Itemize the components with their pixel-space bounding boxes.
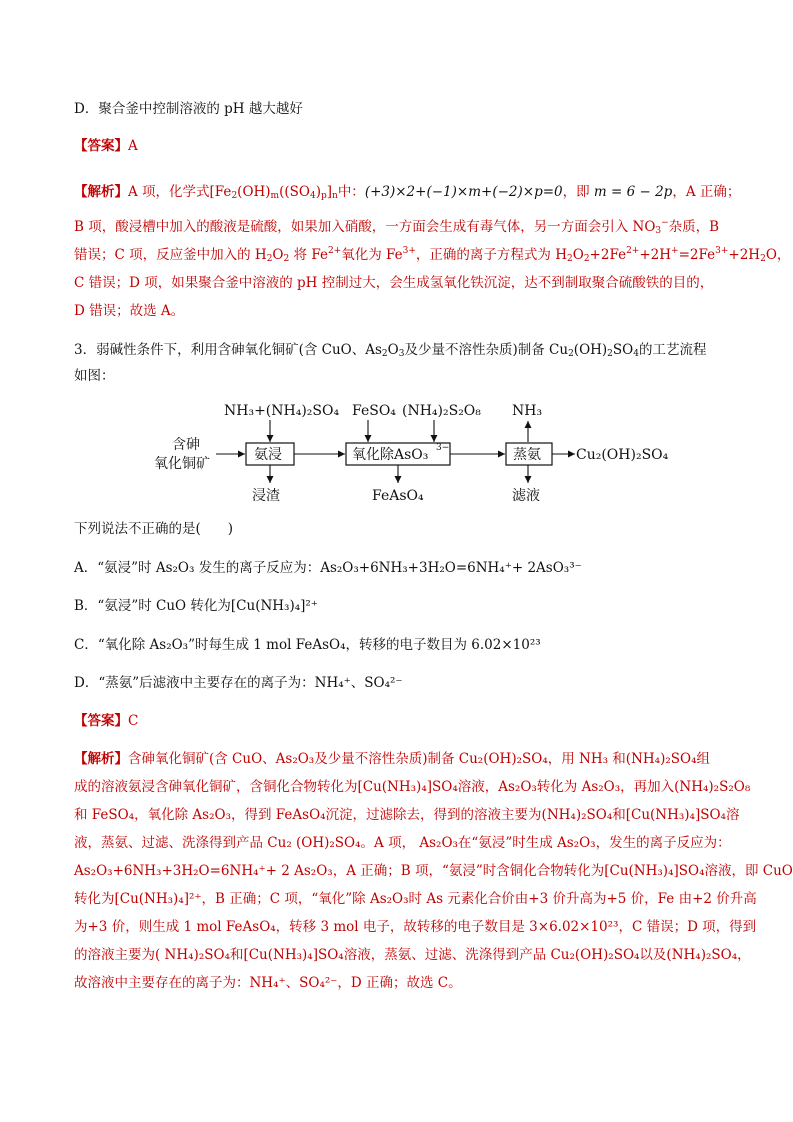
q3-stem-line-2: 如图：	[74, 368, 115, 384]
q3-analysis-line-9: 故溶液中主要存在的离子为：NH₄⁺、SO₄²⁻，D 正确；故选 C。	[74, 975, 462, 991]
analysis-tag: 【解析】	[74, 184, 128, 200]
output-filtrate: 滤液	[512, 488, 540, 504]
q2-analysis-line-2: B 项，酸浸槽中加入的酸液是硫酸，如果加入硝酸，一方面会生成有毒气体，另一方面会引入 $NO_3^-$杂质，B	[74, 218, 720, 236]
output-residue: 浸渣	[252, 488, 280, 504]
q3-analysis-line-3: 和 FeSO₄，氧化除 As₂O₃，得到 FeAsO₄沉淀，过滤除去，得到的溶液主要为(NH₄)₂SO₄和[Cu(NH₃)₄]SO₄溶	[74, 807, 740, 823]
q3-analysis-line-6: 转化为[Cu(NH₃)₄]²⁺，B 正确；C 项，“氧化”除 As₂O₃时 As 元素化合价由+3 价升高为+5 价，Fe 由+2 价升高	[74, 891, 757, 907]
q2-analysis-line-3: 错误；C 项，反应釜中加入的 $H_2O_2$ 将 $Fe^{2+}$氧化为 $Fe^{3+}$，正确的离子方程式为 $H_2O_2+2Fe^{2+}+2H^+=2Fe^{3+}+2H_2O$，	[74, 246, 791, 264]
q2-analysis-line-5: D 错误；故选 A。	[74, 303, 185, 319]
q3-stem-line-1: 3．弱碱性条件下，利用含砷氧化铜矿(含 CuO、$As_2O_3$及少量不溶性杂质)制备 $Cu_2(OH)_2SO_4$的工艺流程	[74, 342, 707, 359]
q3-ask: 下列说法不正确的是( )	[74, 521, 234, 537]
q2-analysis-line-4: C 错误；D 项，如果聚合釜中溶液的 pH 控制过大，会生成氢氧化铁沉淀，达不到制取聚合硫酸铁的目的，	[74, 275, 714, 291]
q3-option-d: D．“蒸氨”后滤液中主要存在的离子为：NH₄⁺、SO₄²⁻	[74, 675, 403, 691]
process-label-oxidation: 氧化除AsO₃	[352, 447, 429, 463]
process-flow-diagram	[150, 394, 670, 512]
input-reagent-2a: FeSO₄	[352, 403, 396, 419]
raw-material-line-2: 氧化铜矿	[154, 456, 210, 472]
q2-option-d: D．聚合釜中控制溶液的 pH 越大越好	[74, 101, 303, 117]
q3-answer	[74, 711, 138, 731]
equation: m = 6 − 2p	[593, 184, 673, 200]
input-reagent-2b: (NH₄)₂S₂O₈	[402, 403, 481, 419]
process-label-oxidation-charge: 3−	[436, 443, 450, 453]
output-gas: NH₃	[512, 403, 543, 419]
q3-analysis-line-1: 【解析】含砷氧化铜矿(含 CuO、As₂O₃及少量不溶性杂质)制备 Cu₂(OH)₂SO₄，用 NH₃ 和(NH₄)₂SO₄组	[74, 751, 710, 767]
q3-option-b: B．“氨浸”时 CuO 转化为[Cu(NH₃)₄]²⁺	[74, 598, 318, 614]
q3-analysis-line-5: As₂O₃+6NH₃+3H₂O=6NH₄⁺+ 2 As₂O₃，A 正确；B 项，“氨浸”时含铜化合物转化为[Cu(NH₃)₄]SO₄溶液，即 CuO	[74, 863, 793, 879]
input-reagent-1: NH₃+(NH₄)₂SO₄	[224, 403, 340, 419]
answer-value: A	[128, 138, 138, 154]
q2-answer	[74, 136, 138, 156]
equation: (+3)×2+(−1)×m+(−2)×p=0	[364, 184, 563, 200]
answer-value: C	[128, 713, 139, 729]
answer-tag: 【答案】	[74, 138, 128, 154]
q3-analysis-line-2: 成的溶液氨浸含砷氧化铜矿，含铜化合物转化为[Cu(NH₃)₄]SO₄溶液，As₂O₃转化为 As₂O₃，再加入(NH₄)₂S₂O₈	[74, 779, 751, 795]
q2-analysis-line-1: 【解析】A 项，化学式[$Fe_2(OH)_m((SO_4)_p]_n$中：(+3)×2+(−1)×m+(−2)×p=0，即 m = 6 − 2p，A 正确；	[74, 184, 741, 201]
q3-option-a: A．“氨浸”时 As₂O₃ 发生的离子反应为：As₂O₃+6NH₃+3H₂O=6NH₄⁺+ 2AsO₃³⁻	[74, 560, 582, 576]
raw-material-line-1: 含砷	[172, 437, 200, 453]
product-label: Cu₂(OH)₂SO₄	[576, 447, 669, 463]
answer-tag: 【答案】	[74, 713, 128, 729]
q3-option-c: C．“氧化除 As₂O₃”时每生成 1 mol FeAsO₄，转移的电子数目为 6.02×10²³	[74, 637, 541, 653]
process-label-ammonia-leach: 氨浸	[254, 447, 282, 463]
q3-analysis-line-8: 的溶液主要为( NH₄)₂SO₄和[Cu(NH₃)₄]SO₄溶液，蒸氨、过滤、洗涤得到产品 Cu₂(OH)₂SO₄以及(NH₄)₂SO₄，	[74, 947, 751, 963]
process-label-steam-ammonia: 蒸氨	[513, 447, 541, 463]
q3-analysis-line-4: 液，蒸氨、过滤、洗涤得到产品 Cu₂ (OH)₂SO₄。A 项， As₂O₃在“氨浸”时生成 As₂O₃，发生的离子反应为：	[74, 835, 731, 851]
q3-analysis-line-7: 为+3 价，则生成 1 mol FeAsO₄，转移 3 mol 电子，故转移的电子数目是 3×6.02×10²³，C 错误；D 项，得到	[74, 919, 757, 935]
output-precipitate: FeAsO₄	[372, 488, 424, 504]
analysis-tag: 【解析】	[74, 751, 128, 767]
